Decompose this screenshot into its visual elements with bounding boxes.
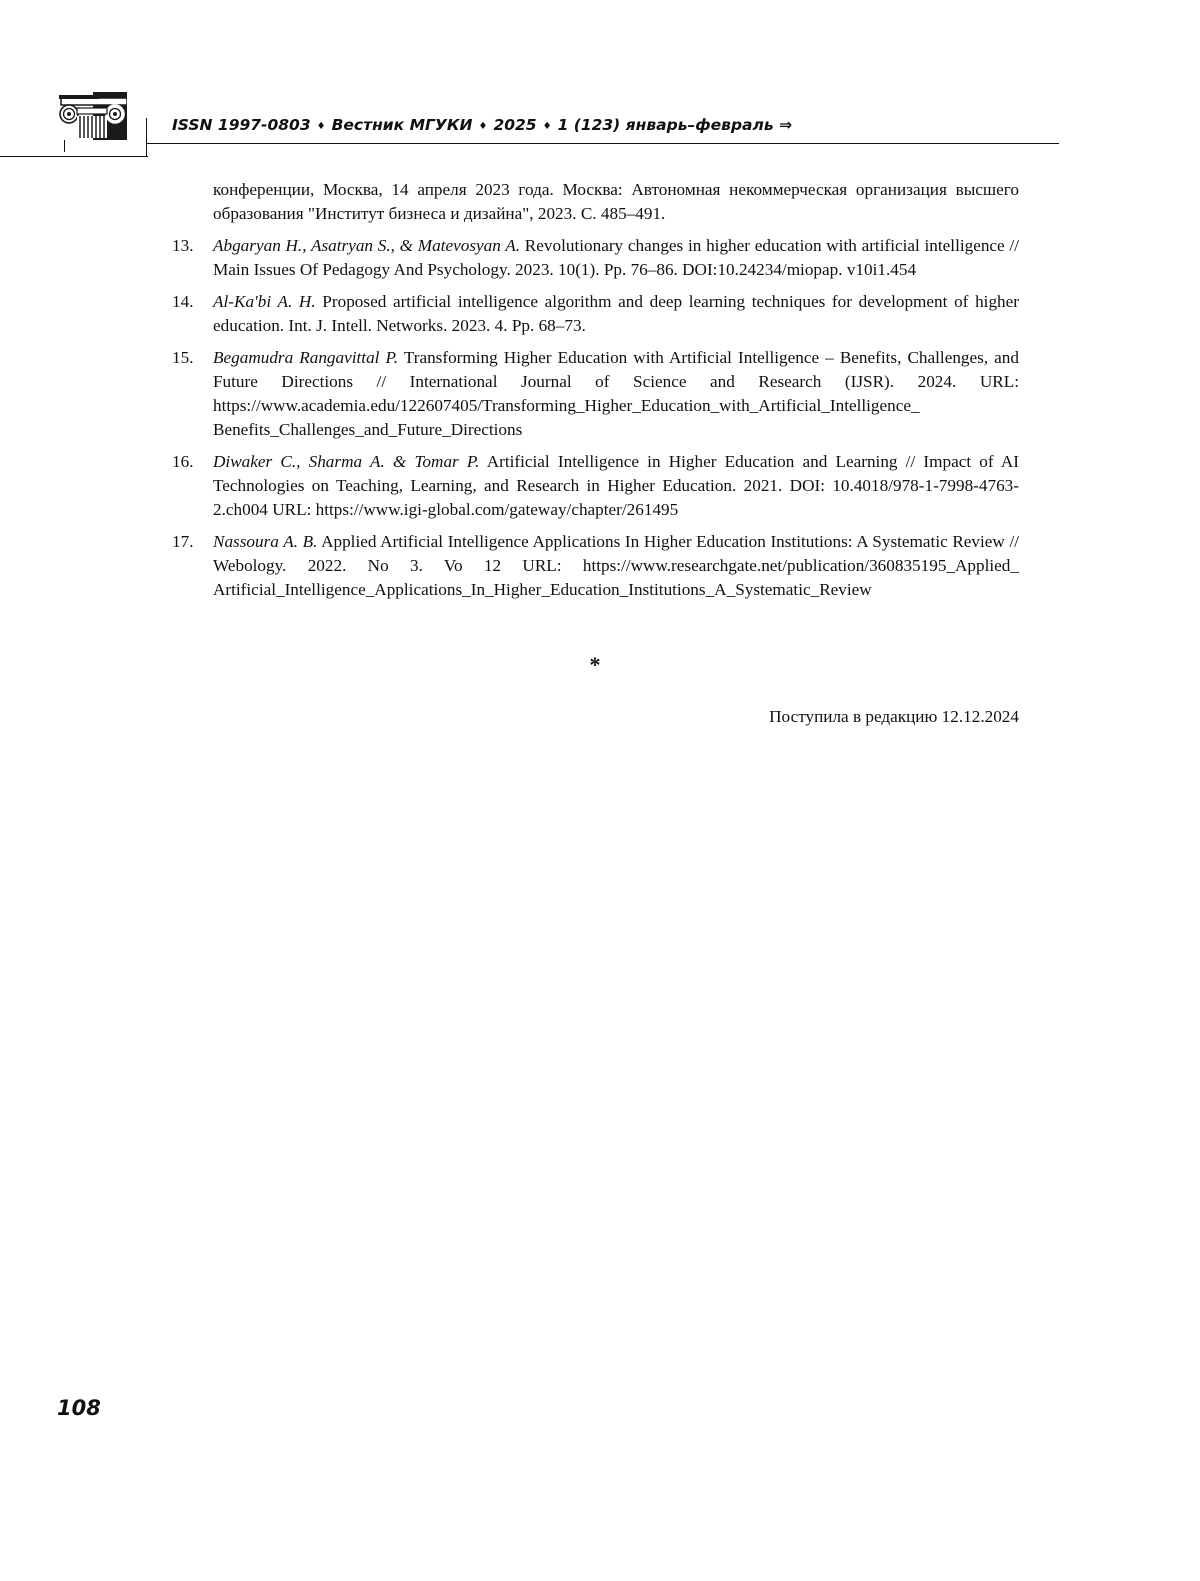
page-number: 108 [57,1396,101,1420]
reference-item-14 [168,290,1019,338]
journal-year: 2025 [493,116,537,134]
reference-text: Applied Artificial Intelligence Applications In Higher Education Institutions: A Systematic Review // Webology. 2022. No 3. Vo 12 URL: https://www.researchgate.net/publication/360835195_Applied_ Artificial_Intelligence_Applications_In_Higher_Education_Institutions_A_Systematic_Review [213,532,1019,599]
reference-text: Revolutionary changes in higher education with artificial intelligence // Main Issues Of Pedagogy And Psychology. 2023. 10(1). Pp. 76–86. DOI:10.24234/miopap. v10i1.454 [213,236,1019,279]
reference-item-13 [168,234,1019,282]
reference-number: 13. [172,236,194,255]
reference-item-15 [168,346,1019,442]
ionic-column-capital-icon [57,92,127,140]
separator-icon: ♦ [478,121,488,132]
arrow-right-icon: ⇒ [779,116,793,134]
separator-icon: ♦ [542,121,552,132]
reference-authors: Begamudra Rangavittal P. [213,348,399,367]
section-divider: * [589,652,601,677]
reference-item-16 [168,450,1019,522]
reference-number: 17. [172,532,194,551]
issn: ISSN 1997-0803 [172,116,311,134]
running-head [172,116,792,134]
reference-number: 15. [172,348,194,367]
header-rule-left [0,156,148,157]
reference-text: Proposed artificial intelligence algorithm and deep learning techniques for development of higher education. Int. J. Intell. Networks. 2023. 4. Pp. 68–73. [213,292,1019,335]
reference-authors: Abgaryan H., Asatryan S., & Matevosyan A. [213,236,521,255]
reference-list [168,178,1019,610]
reference-number: 16. [172,452,194,471]
reference-continuation [168,178,1019,226]
header-rule [146,143,1059,144]
reference-authors: Al-Ka'bi A. H. [213,292,316,311]
journal-issue: 1 (123) январь–февраль [557,116,774,134]
reference-text: конференции, Москва, 14 апреля 2023 года. Москва: Автономная некоммерческая организация высшего образования "Институт бизнеса и дизайна", 2023. С. 485–491. [213,180,1019,223]
reference-number: 14. [172,292,194,311]
reference-text: Artificial Intelligence in Higher Education and Learning // Impact of AI Technologies on Teaching, Learning, and Research in Higher Education. 2021. DOI: 10.4018/978-1-7998-4763-2.ch004 URL: https://www.igi-global.com/gateway/chapter/261495 [213,452,1019,519]
header-rule-vertical [146,118,147,156]
reference-authors: Diwaker C., Sharma A. & Tomar P. [213,452,480,471]
reference-text: Transforming Higher Education with Artificial Intelligence – Benefits, Challenges, and Future Directions // International Journal of Science and Research (IJSR). 2024. URL: https://www.academia.edu/122607405/Transforming_Higher_Education_with_Artificial_Intelligence_ Benefits_Challenges_and_Future_Directions [213,348,1019,439]
received-date: Поступила в редакцию 12.12.2024 [769,707,1019,726]
reference-authors: Nassoura A. B. [213,532,318,551]
logo-tick [64,140,65,152]
reference-item-17 [168,530,1019,602]
journal-title: Вестник МГУКИ [331,116,473,134]
separator-icon: ♦ [316,121,326,132]
